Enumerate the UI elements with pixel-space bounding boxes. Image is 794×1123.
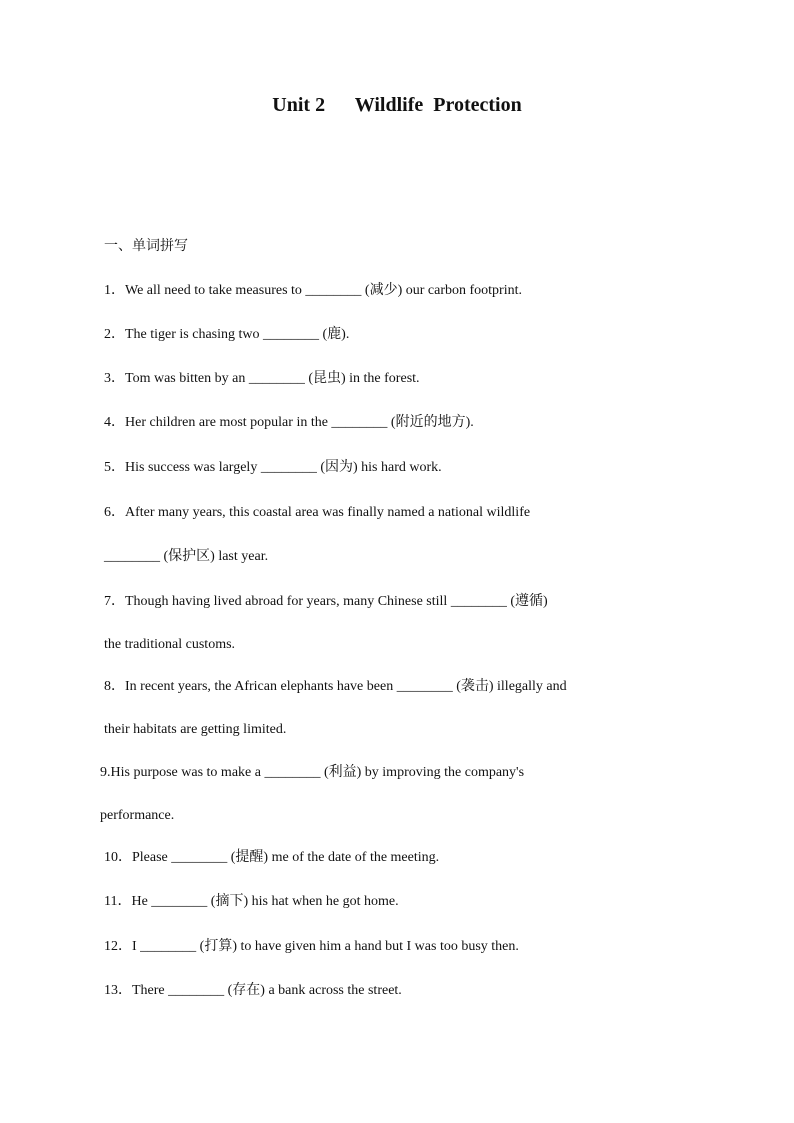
question-5: 5．His success was largely ________ (因为) his hard work. (104, 460, 442, 475)
question-12: 12．I ________ (打算) to have given him a hand but I was too busy then. (104, 939, 519, 954)
question-8-cont: their habitats are getting limited. (104, 722, 287, 737)
question-10: 10．Please ________ (提醒) me of the date of the meeting. (104, 850, 440, 865)
question-8: 8．In recent years, the African elephants have been ________ (袭击) illegally and (104, 679, 567, 694)
question-7-cont: the traditional customs. (104, 637, 236, 652)
question-1: 1．We all need to take measures to ________ (减少) our carbon footprint. (104, 283, 522, 298)
page-title: Unit 2 Wildlife Protection (272, 94, 522, 116)
section-heading: 一、单词拼写 (104, 238, 188, 254)
question-7: 7．Though having lived abroad for years, many Chinese still ________ (遵循) (104, 594, 548, 609)
question-4: 4．Her children are most popular in the ________ (附近的地方). (104, 415, 474, 430)
question-13: 13．There ________ (存在) a bank across the street. (104, 983, 402, 998)
question-6-cont: ________ (保护区) last year. (104, 549, 269, 564)
question-11: 11．He ________ (摘下) his hat when he got home. (104, 894, 399, 909)
question-6: 6．After many years, this coastal area was finally named a national wildlife (104, 505, 531, 520)
question-9: 9.His purpose was to make a ________ (利益) by improving the company's (100, 765, 525, 780)
question-9-cont: performance. (100, 808, 175, 823)
question-2: 2．The tiger is chasing two ________ (鹿). (104, 327, 350, 342)
question-3: 3．Tom was bitten by an ________ (昆虫) in the forest. (104, 371, 420, 386)
